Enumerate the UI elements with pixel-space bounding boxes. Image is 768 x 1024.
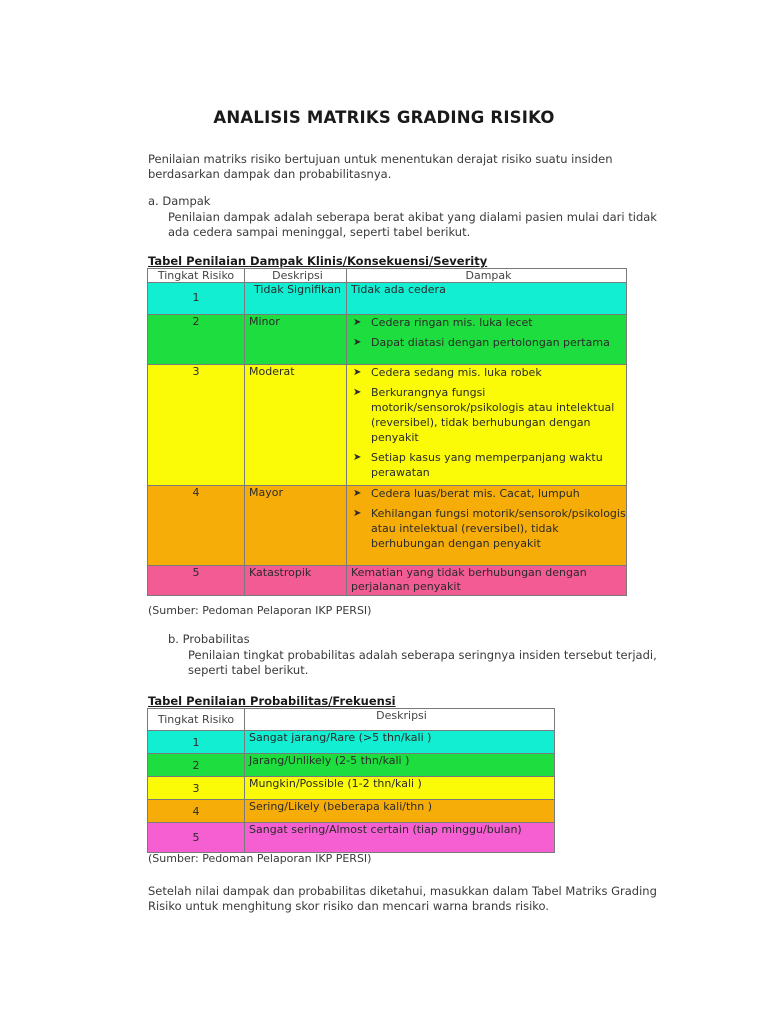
desc-cell: Minor <box>245 315 347 365</box>
arrowhead-bullet-icon: ➤ <box>353 317 362 328</box>
arrowhead-bullet-icon: ➤ <box>353 488 362 499</box>
desc-cell: Mayor <box>245 486 347 566</box>
desc-cell: Jarang/Unlikely (2-5 thn/kali ) <box>245 754 555 777</box>
table-header-row <box>148 269 627 283</box>
arrowhead-bullet-icon: ➤ <box>353 508 362 519</box>
table-row <box>148 566 627 596</box>
impact-cell: Tidak ada cedera <box>347 283 627 315</box>
list-item: ➤ Kehilangan fungsi motorik/sensorok/psikologis atau intelektual (reversibel), tidak berhubungan dengan penyakit <box>353 507 626 550</box>
header-tingkat-risiko: Tingkat Risiko <box>148 269 245 283</box>
table1-source: (Sumber: Pedoman Pelaporan IKP PERSI) <box>148 604 372 617</box>
arrowhead-bullet-icon: ➤ <box>353 337 362 348</box>
arrowhead-bullet-icon: ➤ <box>353 387 362 398</box>
level-cell: 4 <box>148 486 245 566</box>
probability-table <box>147 708 555 853</box>
section-a-text: Penilaian dampak adalah seberapa berat akibat yang dialami pasien mulai dari tidak ada cedera sampai meninggal, seperti tabel berikut. <box>168 210 657 239</box>
table-row <box>148 315 627 365</box>
table-row <box>148 731 555 754</box>
section-b-label: b. Probabilitas <box>168 632 250 646</box>
table-row <box>148 800 555 823</box>
closing-paragraph: Setelah nilai dampak dan probabilitas diketahui, masukkan dalam Tabel Matriks Grading Risiko untuk menghitung skor risiko dan mencari warna brands risiko. <box>148 884 657 913</box>
desc-cell: Sering/Likely (beberapa kali/thn ) <box>245 800 555 823</box>
list-item: ➤ Cedera luas/berat mis. Cacat, lumpuh <box>353 487 580 500</box>
intro-paragraph: Penilaian matriks risiko bertujuan untuk menentukan derajat risiko suatu insiden berdasarkan dampak dan probabilitasnya. <box>148 152 613 181</box>
list-item: ➤ Cedera ringan mis. luka lecet <box>353 316 533 329</box>
section-b-text: Penilaian tingkat probabilitas adalah seberapa seringnya insiden tersebut terjadi, seperti tabel berikut. <box>188 648 657 677</box>
list-item: ➤ Setiap kasus yang memperpanjang waktu perawatan <box>353 451 603 479</box>
table-header-row <box>148 709 555 731</box>
impact-cell <box>347 315 627 365</box>
level-cell: 2 <box>148 754 245 777</box>
desc-cell: Sangat jarang/Rare (>5 thn/kali ) <box>245 731 555 754</box>
list-item: ➤ Dapat diatasi dengan pertolongan pertama <box>353 336 610 349</box>
table-row <box>148 823 555 853</box>
table-row <box>148 754 555 777</box>
arrowhead-bullet-icon: ➤ <box>353 452 362 463</box>
impact-cell <box>347 486 627 566</box>
table-row <box>148 283 627 315</box>
level-cell: 4 <box>148 800 245 823</box>
table-row <box>148 365 627 486</box>
desc-cell: Katastropik <box>245 566 347 596</box>
table-row <box>148 486 627 566</box>
table2-source: (Sumber: Pedoman Pelaporan IKP PERSI) <box>148 852 372 865</box>
desc-cell: Mungkin/Possible (1-2 thn/kali ) <box>245 777 555 800</box>
level-cell: 1 <box>148 731 245 754</box>
impact-table <box>147 268 627 596</box>
arrowhead-bullet-icon: ➤ <box>353 367 362 378</box>
section-a-label: a. Dampak <box>148 194 211 208</box>
level-cell: 5 <box>148 566 245 596</box>
desc-cell: Tidak Signifikan <box>245 283 347 315</box>
level-cell: 1 <box>148 283 245 315</box>
level-cell: 2 <box>148 315 245 365</box>
level-cell: 5 <box>148 823 245 853</box>
list-item: ➤ Cedera sedang mis. luka robek <box>353 366 542 379</box>
table2-caption: Tabel Penilaian Probabilitas/Frekuensi <box>148 694 396 708</box>
desc-cell: Sangat sering/Almost certain (tiap minggu/bulan) <box>245 823 555 853</box>
header-deskripsi: Deskripsi <box>245 269 347 283</box>
level-cell: 3 <box>148 777 245 800</box>
impact-cell <box>347 365 627 486</box>
header-tingkat-risiko: Tingkat Risiko <box>148 709 245 731</box>
impact-cell: Kematian yang tidak berhubungan dengan perjalanan penyakit <box>347 566 627 596</box>
desc-cell: Moderat <box>245 365 347 486</box>
header-deskripsi: Deskripsi <box>245 709 555 731</box>
document-title: ANALISIS MATRIKS GRADING RISIKO <box>213 108 555 127</box>
header-dampak: Dampak <box>347 269 627 283</box>
list-item: ➤ Berkurangnya fungsi motorik/sensorok/psikologis atau intelektual (reversibel), tidak berhubungan dengan penyakit <box>353 386 615 444</box>
level-cell: 3 <box>148 365 245 486</box>
table-row <box>148 777 555 800</box>
table1-caption: Tabel Penilaian Dampak Klinis/Konsekuensi/Severity <box>148 254 488 268</box>
